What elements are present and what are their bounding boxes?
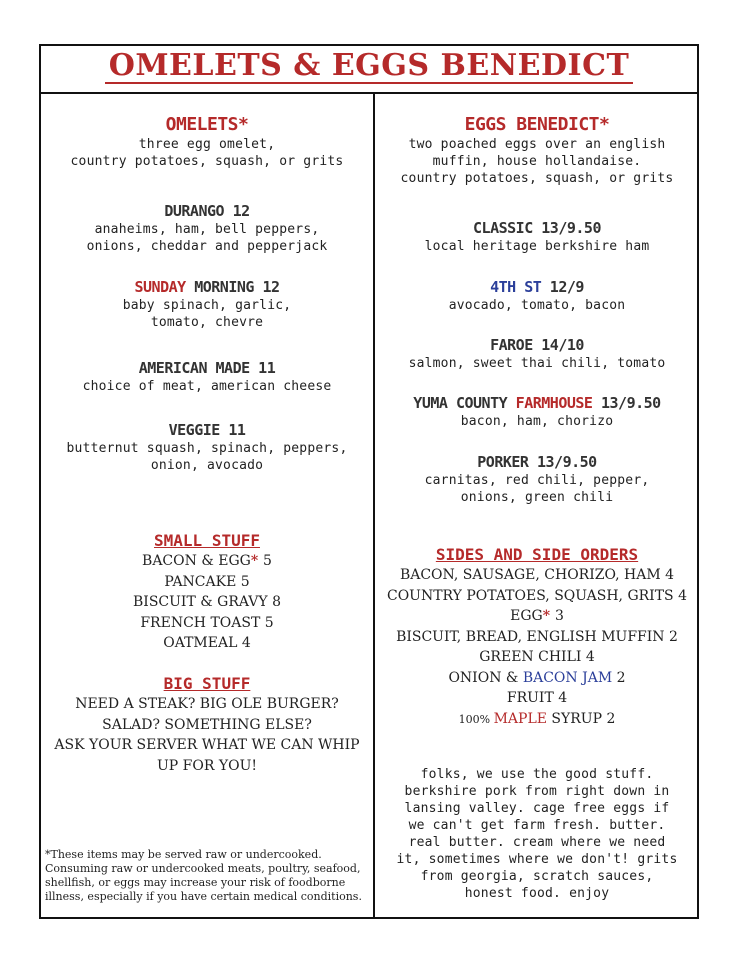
omelets-desc-2: country potatoes, squash, or grits	[70, 154, 344, 169]
sides-section	[375, 545, 699, 730]
note-line: it, sometimes where we don't! grits	[396, 852, 678, 867]
item-desc: onions, cheddar and pepperjack	[86, 239, 328, 254]
item-title: YUMA COUNTY FARMHOUSE 13/9.50	[413, 394, 661, 412]
item-title: 4TH ST 12/9	[490, 278, 584, 296]
side-item: FRUIT 4	[506, 690, 568, 706]
benedict-desc-2: muffin, house hollandaise.	[432, 154, 642, 169]
big-stuff-line: UP FOR YOU!	[157, 757, 257, 774]
big-stuff-line: NEED A STEAK? BIG OLE BURGER?	[75, 696, 339, 712]
item-desc: butternut squash, spinach, peppers,	[66, 441, 348, 456]
small-stuff-item: FRENCH TOAST 5	[140, 614, 274, 631]
item-title: SUNDAY MORNING 12	[134, 278, 280, 296]
omelet-item-durango	[41, 202, 373, 255]
side-item: BISCUIT, BREAD, ENGLISH MUFFIN 2	[396, 628, 678, 645]
item-title: CLASSIC 13/9.50	[473, 219, 601, 237]
item-desc: salmon, sweet thai chili, tomato	[408, 356, 666, 371]
menu-frame	[39, 44, 699, 919]
menu-title: OMELETS & EGGS BENEDICT	[105, 50, 634, 84]
omelet-item-american-made	[41, 359, 373, 395]
benedict-item-4th-st	[375, 278, 699, 314]
note-line: honest food. enjoy	[464, 886, 610, 901]
small-stuff-item: BISCUIT & GRAVY 8	[133, 594, 281, 610]
benedict-heading: EGGS BENEDICT*	[464, 114, 610, 135]
item-title: VEGGIE 11	[168, 421, 246, 439]
item-desc: choice of meat, american cheese	[82, 379, 332, 394]
note-line: we can't get farm fresh. butter.	[408, 818, 666, 833]
side-item: GREEN CHILI 4	[479, 649, 595, 665]
side-item: BACON, SAUSAGE, CHORIZO, HAM 4	[399, 567, 675, 583]
item-desc: anaheims, ham, bell peppers,	[94, 222, 320, 237]
item-desc: carnitas, red chili, pepper,	[424, 473, 650, 488]
benedict-desc-1: two poached eggs over an english	[408, 137, 666, 152]
item-title: FAROE 14/10	[490, 336, 584, 354]
big-stuff-line: SALAD? SOMETHING ELSE?	[102, 716, 312, 733]
note-line: from georgia, scratch sauces,	[420, 869, 654, 884]
benedict-item-faroe	[375, 336, 699, 372]
omelet-item-sunday-morning	[41, 278, 373, 331]
food-safety-disclaimer: *These items may be served raw or undercooked. Consuming raw or undercooked meats, poultry, seafood, shellfish, or eggs may increase your risk of foodborne illness, especially if you have certain medical conditions.	[45, 848, 362, 903]
sides-heading: SIDES AND SIDE ORDERS	[435, 545, 639, 564]
omelets-heading: OMELETS*	[165, 114, 249, 135]
right-column	[375, 46, 699, 917]
side-item: COUNTRY POTATOES, SQUASH, GRITS 4	[386, 587, 687, 604]
item-desc: avocado, tomato, bacon	[448, 298, 626, 313]
item-desc: baby spinach, garlic,	[122, 298, 292, 313]
small-stuff-item: BACON & EGG* 5	[142, 553, 272, 569]
big-stuff-heading: BIG STUFF	[163, 674, 251, 693]
side-item: 100% MAPLE SYRUP 2	[458, 710, 616, 727]
benedict-desc-3: country potatoes, squash, or grits	[400, 171, 674, 186]
big-stuff-section	[41, 674, 373, 776]
omelets-desc-1: three egg omelet,	[138, 137, 276, 152]
item-desc: onion, avocado	[150, 458, 264, 473]
benedict-item-yuma-county-farmhouse	[375, 394, 699, 430]
benedict-item-porker	[375, 453, 699, 506]
item-title: DURANGO 12	[164, 202, 250, 220]
omelet-item-veggie	[41, 421, 373, 474]
item-desc: bacon, ham, chorizo	[460, 414, 614, 429]
item-title: PORKER 13/9.50	[477, 453, 597, 471]
small-stuff-item: OATMEAL 4	[163, 635, 251, 651]
left-column	[41, 46, 373, 917]
benedict-section	[375, 114, 699, 187]
item-desc: local heritage berkshire ham	[424, 239, 650, 254]
small-stuff-item: PANCAKE 5	[164, 573, 250, 590]
big-stuff-line: ASK YOUR SERVER WHAT WE CAN WHIP	[54, 737, 360, 753]
omelets-section	[41, 114, 373, 170]
item-desc: onions, green chili	[460, 490, 614, 505]
benedict-item-classic	[375, 219, 699, 255]
side-item: EGG* 3	[510, 608, 564, 624]
note-line: real butter. cream where we need	[408, 835, 666, 850]
side-item: ONION & BACON JAM 2	[448, 669, 626, 686]
note-line: berkshire pork from right down in	[404, 784, 670, 799]
small-stuff-section	[41, 531, 373, 654]
note-line: lansing valley. cage free eggs if	[404, 801, 670, 816]
item-title: AMERICAN MADE 11	[138, 359, 276, 377]
small-stuff-heading: SMALL STUFF	[154, 531, 260, 550]
item-desc: tomato, chevre	[150, 315, 264, 330]
note-line: folks, we use the good stuff.	[420, 767, 654, 782]
good-stuff-note	[375, 766, 699, 902]
